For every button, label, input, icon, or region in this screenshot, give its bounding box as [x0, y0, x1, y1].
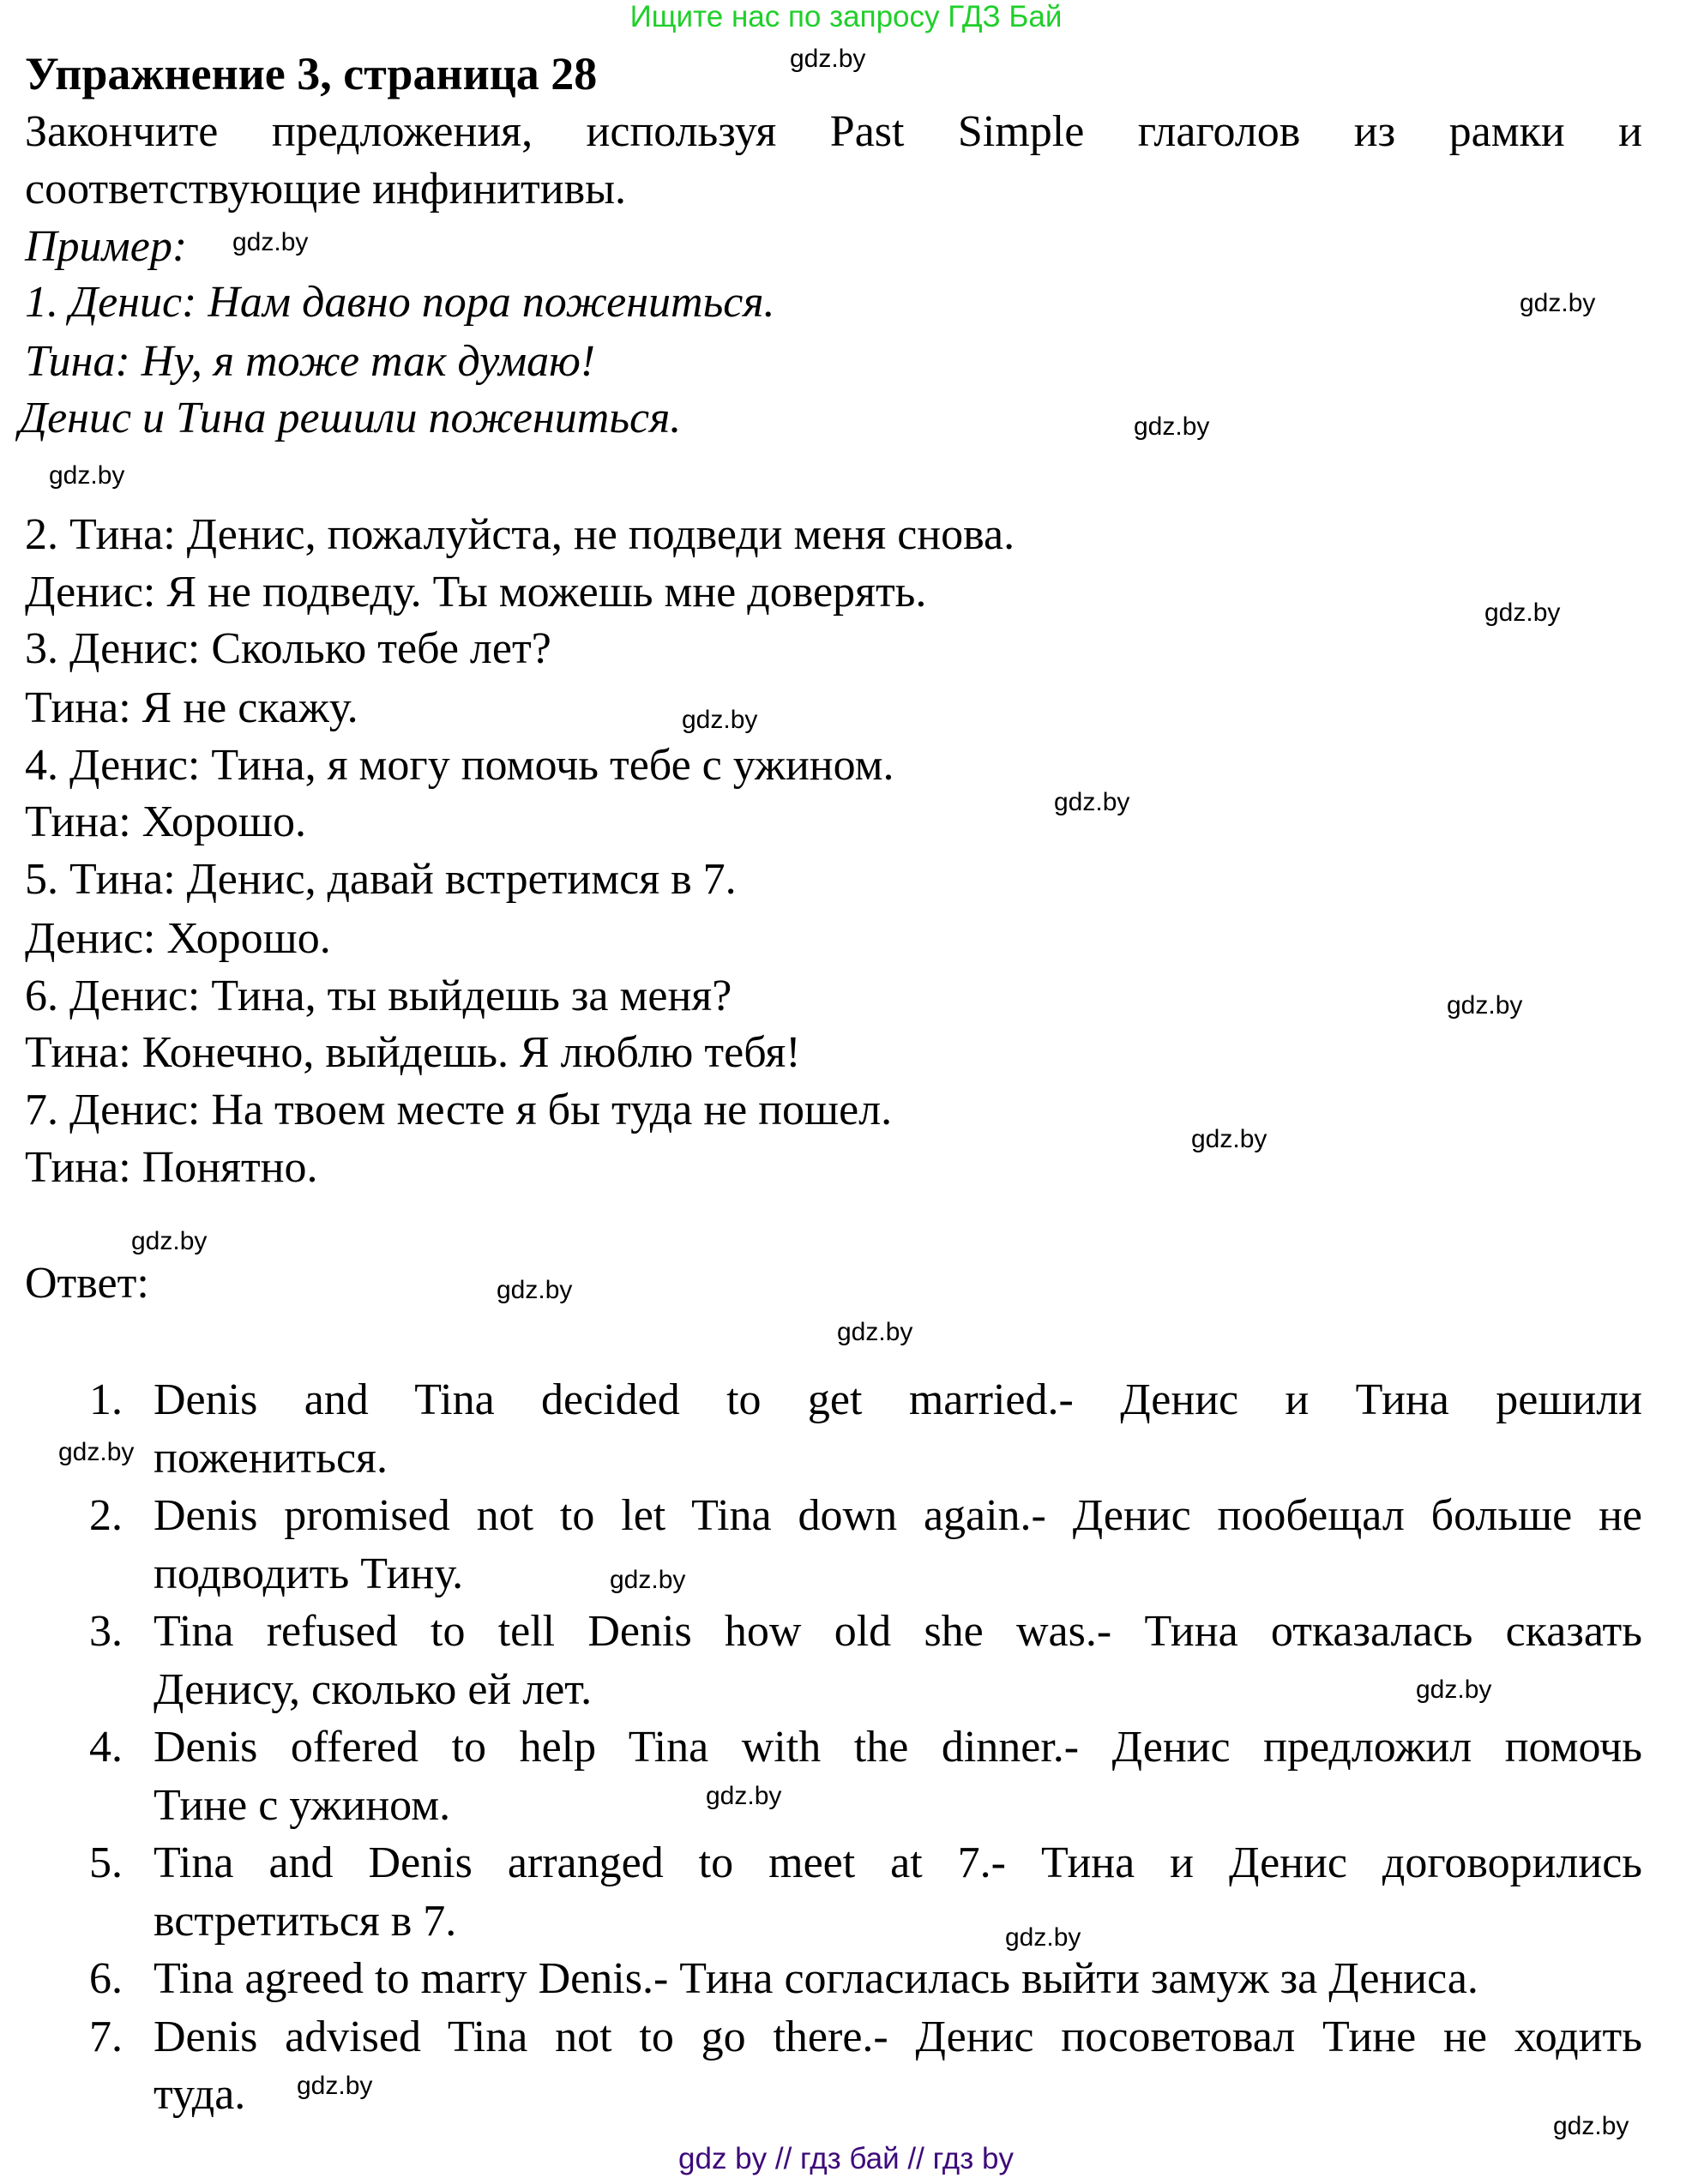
- dialogue-line: 4. Денис: Тина, я могу помочь тебе с ужином.: [25, 741, 894, 790]
- watermark: gdz.by: [297, 2072, 373, 2100]
- answer-number: 5.: [89, 1838, 123, 1887]
- watermark: gdz.by: [1054, 788, 1130, 816]
- watermark: gdz.by: [1520, 289, 1596, 317]
- watermark: gdz.by: [1484, 599, 1561, 627]
- answer-line: туда.: [154, 2070, 246, 2119]
- answer-line: Denis offered to help Tina with the dinner.- Денис предложил помочь: [154, 1723, 1642, 1772]
- dialogue-line: 2. Тина: Денис, пожалуйста, не подведи меня снова.: [25, 510, 1015, 559]
- watermark: gdz.by: [49, 461, 125, 490]
- answer-line: подводить Тину.: [154, 1549, 464, 1598]
- dialogue-line: 3. Денис: Сколько тебе лет?: [25, 624, 551, 673]
- answer-label: Ответ:: [25, 1259, 149, 1308]
- watermark: gdz.by: [682, 706, 758, 734]
- example-line: Денис и Тина решили пожениться.: [19, 394, 682, 442]
- answer-line: Денису, сколько ей лет.: [154, 1664, 593, 1714]
- watermark: gdz.by: [232, 228, 309, 256]
- exercise-title: Упражнение 3, страница 28: [25, 48, 598, 99]
- watermark: gdz.by: [58, 1438, 135, 1466]
- watermark: gdz.by: [1191, 1125, 1267, 1153]
- answer-line: Тине с ужином.: [154, 1780, 451, 1830]
- answer-line: Denis and Tina decided to get married.- Денис и Тина решили: [154, 1375, 1642, 1424]
- dialogue-line: 5. Тина: Денис, давай встретимся в 7.: [25, 855, 737, 904]
- search-banner[interactable]: Ищите нас по запросу ГДЗ Бай: [629, 0, 1063, 33]
- watermark: gdz.by: [1416, 1676, 1492, 1704]
- answer-line: Tina and Denis arranged to meet at 7.- Тина и Денис договорились: [154, 1838, 1642, 1887]
- watermark: gdz.by: [497, 1276, 573, 1304]
- instruction-line: соответствующие инфинитивы.: [25, 165, 627, 214]
- watermark: gdz.by: [790, 45, 866, 73]
- dialogue-line: 6. Денис: Тина, ты выйдешь за меня?: [25, 972, 732, 1020]
- watermark: gdz.by: [1005, 1923, 1081, 1952]
- dialogue-line: Тина: Понятно.: [25, 1143, 318, 1192]
- instruction-line: Закончите предложения, используя Past Simple глаголов из рамки и: [25, 107, 1642, 156]
- answer-number: 4.: [89, 1723, 123, 1772]
- footer-links[interactable]: gdz by // гдз бай // гдз by: [678, 2142, 1014, 2175]
- answer-number: 3.: [89, 1607, 123, 1656]
- answer-line: Tina refused to tell Denis how old she was.- Тина отказалась сказать: [154, 1607, 1642, 1656]
- example-line: 1. Денис: Нам давно пора пожениться.: [25, 278, 775, 327]
- watermark: gdz.by: [1134, 412, 1210, 441]
- answer-line: пожениться.: [154, 1433, 388, 1483]
- watermark: gdz.by: [1553, 2112, 1629, 2140]
- example-label: Пример:: [25, 222, 188, 271]
- dialogue-line: Тина: Хорошо.: [25, 797, 306, 846]
- dialogue-line: Тина: Я не скажу.: [25, 683, 358, 732]
- answer-line: встретиться в 7.: [154, 1896, 457, 1946]
- answer-number: 6.: [89, 1954, 123, 2003]
- answer-number: 1.: [89, 1375, 123, 1424]
- answer-line: Denis promised not to let Tina down again.- Денис пообещал больше не: [154, 1491, 1642, 1540]
- dialogue-line: Денис: Я не подведу. Ты можешь мне доверять.: [25, 568, 927, 617]
- answer-line: Denis advised Tina not to go there.- Денис посоветовал Тине не ходить: [154, 2012, 1642, 2061]
- watermark: gdz.by: [837, 1318, 913, 1346]
- answer-line: Tina agreed to marry Denis.- Тина согласилась выйти замуж за Дениса.: [154, 1954, 1478, 2003]
- dialogue-line: Тина: Конечно, выйдешь. Я люблю тебя!: [25, 1028, 801, 1077]
- watermark: gdz.by: [610, 1566, 686, 1594]
- answer-number: 2.: [89, 1491, 123, 1540]
- answer-number: 7.: [89, 2012, 123, 2061]
- dialogue-line: Денис: Хорошо.: [25, 914, 331, 963]
- example-line: Тина: Ну, я тоже так думаю!: [25, 337, 596, 386]
- watermark: gdz.by: [131, 1227, 208, 1255]
- dialogue-line: 7. Денис: На твоем месте я бы туда не пошел.: [25, 1086, 893, 1134]
- watermark: gdz.by: [1447, 991, 1523, 1020]
- watermark: gdz.by: [706, 1782, 782, 1810]
